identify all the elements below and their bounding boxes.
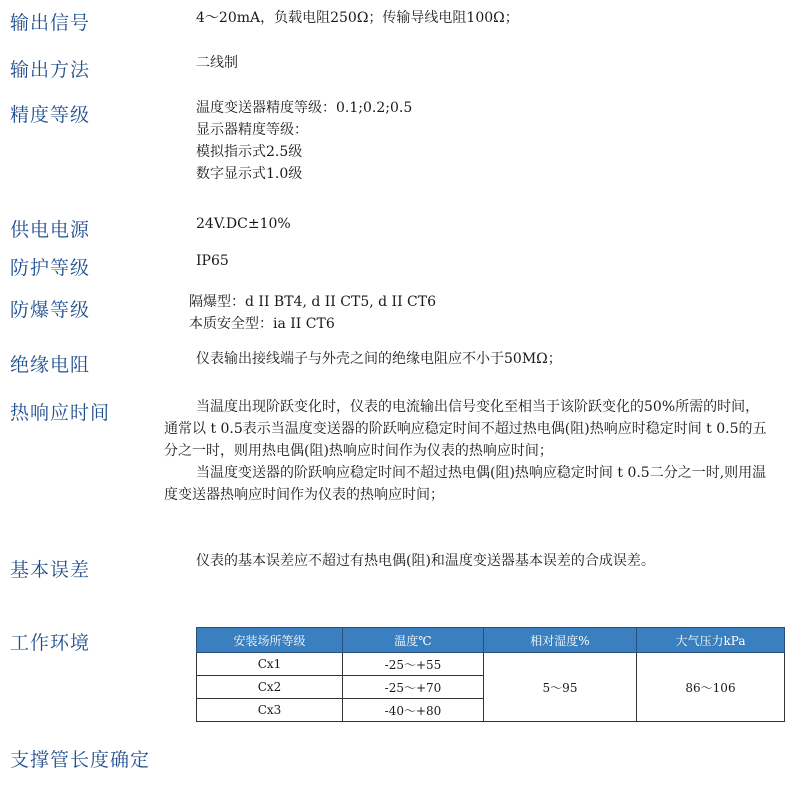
header-temperature: 温度℃	[343, 628, 484, 653]
cell-humidity: 5～95	[484, 653, 637, 722]
label-insulation: 绝缘电阻	[10, 354, 91, 376]
label-output-method: 输出方法	[10, 59, 91, 81]
label-support-tube: 支撑管长度确定	[10, 749, 151, 771]
cell-temperature: -25～+55	[343, 653, 484, 676]
explosion-line: 本质安全型：ia II CT6	[189, 316, 335, 332]
value-power: 24V.DC±10%	[196, 216, 291, 232]
label-basic-error: 基本误差	[10, 559, 91, 581]
label-explosion: 防爆等级	[10, 299, 91, 321]
cell-grade: Cx3	[197, 699, 343, 722]
accuracy-line: 温度变送器精度等级：0.1;0.2;0.5	[196, 100, 413, 116]
header-humidity: 相对湿度%	[484, 628, 637, 653]
value-output-method: 二线制	[196, 55, 238, 71]
response-paragraph: 当温度出现阶跃变化时，仪表的电流输出信号变化至相当于该阶跃变化的50%所需的时间，通常以 t 0.5表示当温度变送器的阶跃响应稳定时间不超过热电偶(阻)热响应时稳定时间 t 0.5的五分之一时，则用热电偶(阻)热响应时间作为仪表的热响应时间；	[164, 399, 767, 459]
value-basic-error: 仪表的基本误差应不超过有热电偶(阻)和温度变送器基本误差的合成误差。	[196, 553, 655, 569]
environment-table	[196, 627, 785, 722]
label-output-signal: 输出信号	[10, 12, 91, 34]
header-grade: 安装场所等级	[197, 628, 343, 653]
value-accuracy	[196, 97, 412, 185]
table-header-row	[197, 628, 785, 653]
accuracy-line: 数字显示式1.0级	[196, 166, 303, 182]
cell-grade: Cx2	[197, 676, 343, 699]
cell-pressure: 86～106	[637, 653, 785, 722]
response-time-text	[164, 396, 770, 506]
explosion-line: 隔爆型：d II BT4, d II CT5, d II CT6	[189, 294, 437, 310]
label-environment: 工作环境	[10, 632, 91, 654]
value-protection: IP65	[196, 253, 229, 269]
label-response-time: 热响应时间	[10, 402, 111, 424]
table-row	[197, 653, 785, 676]
value-insulation: 仪表输出接线端子与外壳之间的绝缘电阻应不小于50MΩ；	[196, 351, 562, 367]
value-output-signal: 4～20mA，负载电阻250Ω；传输导线电阻100Ω；	[196, 10, 519, 26]
cell-grade: Cx1	[197, 653, 343, 676]
response-paragraph: 当温度变送器的阶跃响应稳定时间不超过热电偶(阻)热响应稳定时间 t 0.5二分之一时,则用温度变送器热响应时间作为仪表的热响应时间；	[164, 465, 767, 503]
cell-temperature: -25～+70	[343, 676, 484, 699]
label-protection: 防护等级	[10, 257, 91, 279]
value-explosion	[189, 291, 436, 335]
cell-temperature: -40～+80	[343, 699, 484, 722]
label-power: 供电电源	[10, 219, 91, 241]
accuracy-line: 模拟指示式2.5级	[196, 144, 303, 160]
header-pressure: 大气压力kPa	[637, 628, 785, 653]
label-accuracy: 精度等级	[10, 104, 91, 126]
accuracy-line: 显示器精度等级：	[196, 122, 308, 138]
